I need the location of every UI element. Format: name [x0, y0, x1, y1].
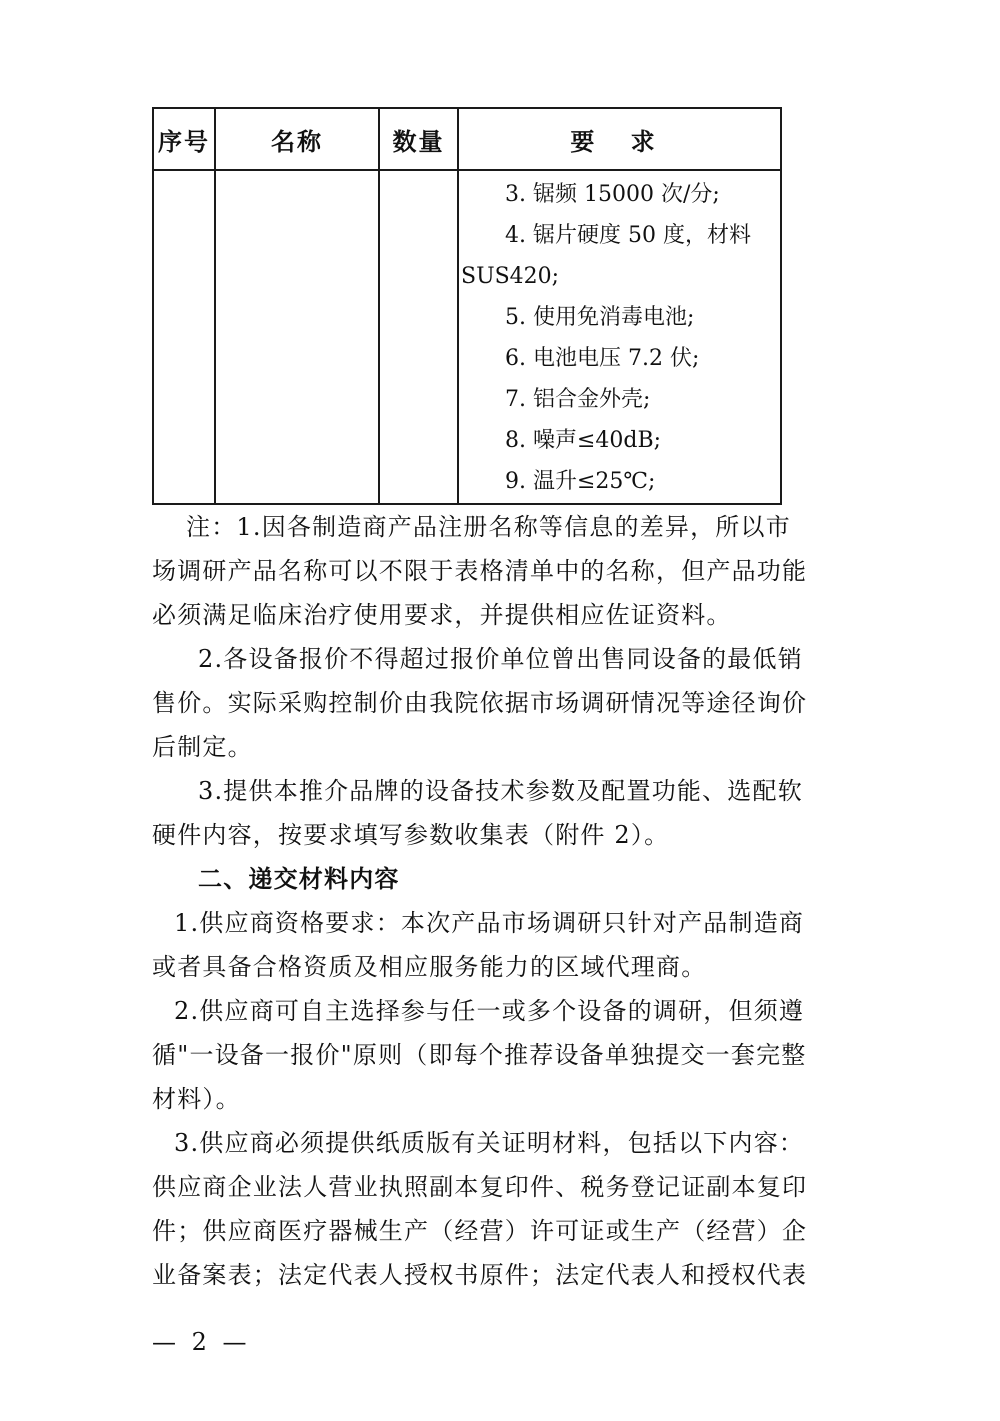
item3-line2: 供应商企业法人营业执照副本复印件、税务登记证副本复印 — [152, 1173, 808, 1201]
note1-line2: 场调研产品名称可以不限于表格清单中的名称，但产品功能 — [152, 557, 808, 585]
item2-line3: 材料）。 — [152, 1085, 241, 1113]
notes-block — [152, 505, 852, 857]
item1-line2: 或者具备合格资质及相应服务能力的区域代理商。 — [152, 953, 707, 981]
note1-line3: 必须满足临床治疗使用要求，并提供相应佐证资料。 — [152, 601, 732, 629]
requirements-list — [459, 171, 780, 502]
note2-line3: 后制定。 — [152, 733, 253, 761]
section2-title: 二、递交材料内容 — [198, 864, 400, 893]
header-requirements: 要 求 — [458, 108, 781, 170]
cell-requirements — [458, 170, 781, 504]
section2-block — [152, 857, 852, 1297]
cell-name — [215, 170, 379, 504]
requirement-item: 6. 电池电压 7.2 伏; — [505, 346, 700, 371]
note3-line1: 3.提供本推介品牌的设备技术参数及配置功能、选配软 — [198, 777, 803, 805]
item3-line3: 件；供应商医疗器械生产（经营）许可证或生产（经营）企 — [152, 1217, 808, 1245]
note3-line2: 硬件内容，按要求填写参数收集表（附件 2）。 — [152, 821, 670, 849]
requirements-table — [152, 107, 782, 505]
item2-line1: 2.供应商可自主选择参与任一或多个设备的调研，但须遵 — [174, 997, 805, 1025]
requirement-item: 3. 锯频 15000 次/分; — [505, 182, 720, 207]
cell-qty — [379, 170, 458, 504]
item2-line2: 循"一设备一报价"原则（即每个推荐设备单独提交一套完整 — [152, 1041, 807, 1069]
table-header-row — [153, 108, 781, 170]
table-row — [153, 170, 781, 504]
note2-line1: 2.各设备报价不得超过报价单位曾出售同设备的最低销 — [198, 645, 803, 673]
header-qty: 数量 — [379, 108, 458, 170]
item3-line4: 业备案表；法定代表人授权书原件；法定代表人和授权代表 — [152, 1261, 808, 1289]
requirement-item: SUS420; — [461, 264, 560, 289]
requirement-item: 7. 铝合金外壳; — [505, 387, 651, 412]
item3-line1: 3.供应商必须提供纸质版有关证明材料，包括以下内容： — [174, 1129, 805, 1157]
requirement-item: 4. 锯片硬度 50 度，材料 — [505, 223, 751, 248]
note1-line1: 注：1.因各制造商产品注册名称等信息的差异，所以市 — [186, 513, 791, 541]
header-no: 序号 — [153, 108, 215, 170]
item1-line1: 1.供应商资格要求：本次产品市场调研只针对产品制造商 — [174, 909, 805, 937]
requirement-item: 9. 温升≤25℃; — [505, 469, 656, 494]
cell-no — [153, 170, 215, 504]
page-number: — 2 — — [152, 1328, 251, 1356]
requirement-item: 8. 噪声≤40dB; — [505, 428, 662, 453]
requirement-item: 5. 使用免消毒电池; — [505, 305, 695, 330]
note2-line2: 售价。实际采购控制价由我院依据市场调研情况等途径询价 — [152, 689, 808, 717]
header-name: 名称 — [215, 108, 379, 170]
